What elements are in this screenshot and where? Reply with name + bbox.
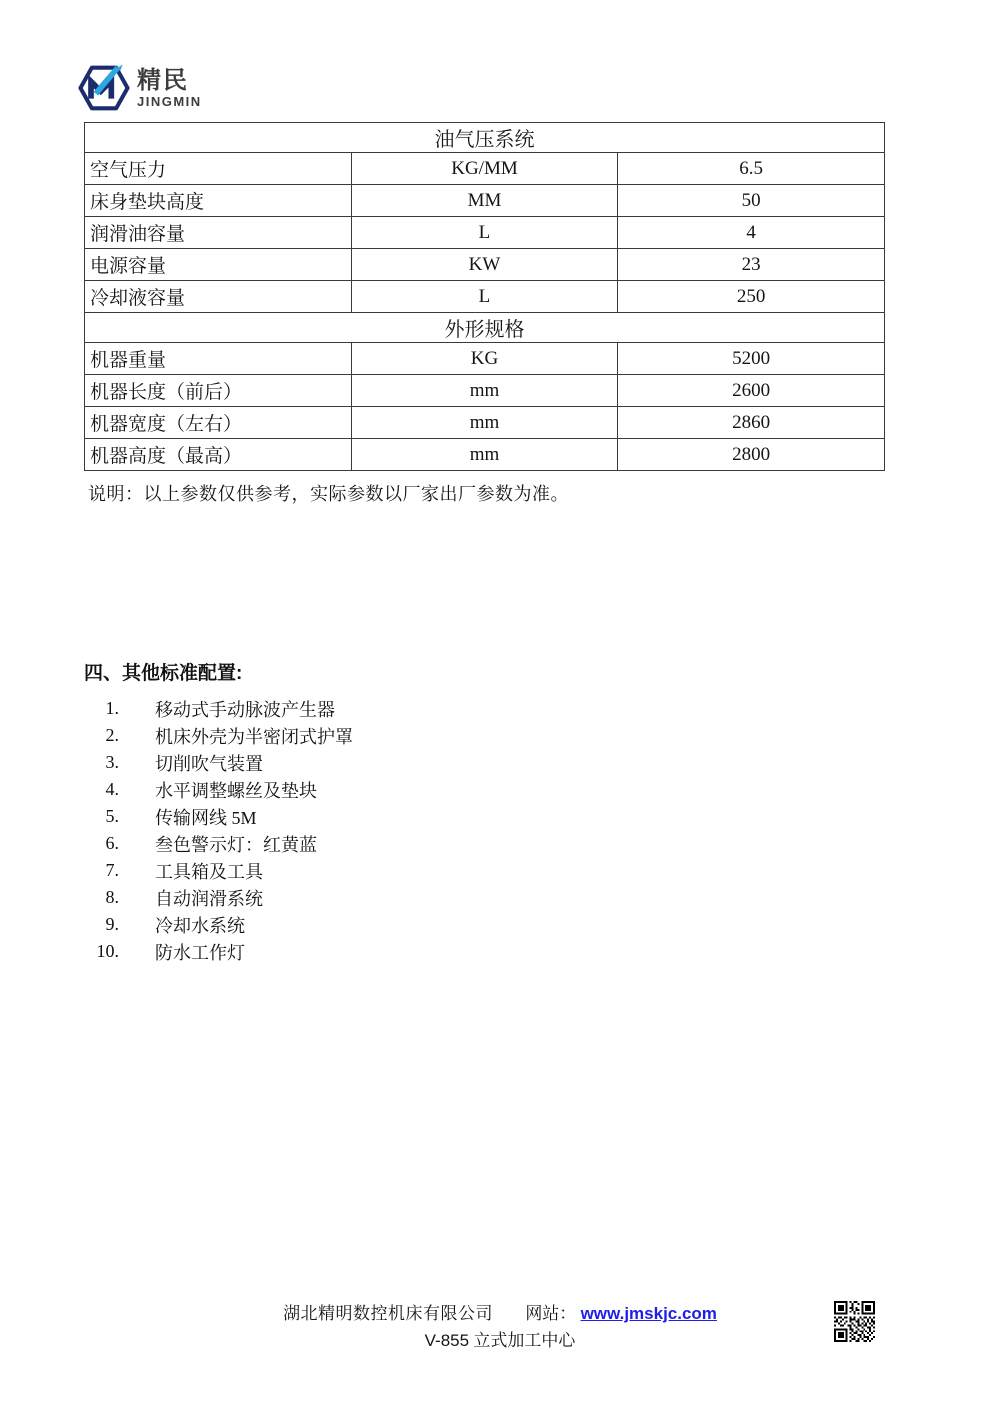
spec-label: 机器高度（最高） xyxy=(85,439,352,471)
table-row xyxy=(85,343,885,375)
table-row xyxy=(85,217,885,249)
spec-unit: mm xyxy=(351,407,618,439)
list-item-text: 冷却水系统 xyxy=(155,915,245,936)
table-row xyxy=(85,407,885,439)
config-list xyxy=(84,695,784,965)
footer-website-link[interactable]: www.jmskjc.com xyxy=(580,1304,717,1323)
footer-model-name: 立式加工中心 xyxy=(469,1331,576,1350)
spec-value: 2860 xyxy=(618,407,885,439)
logo-hexagon-icon xyxy=(78,62,130,114)
list-item xyxy=(84,857,784,884)
list-item-number: 10. xyxy=(96,941,119,961)
spec-unit: mm xyxy=(351,439,618,471)
list-item-number: 9. xyxy=(105,914,119,934)
spec-value: 2600 xyxy=(618,375,885,407)
list-item-number: 8. xyxy=(105,887,119,907)
list-item xyxy=(84,803,784,830)
footer-model-code: V-855 xyxy=(424,1331,470,1350)
note-text: 说明：以上参数仅供参考，实际参数以厂家出厂参数为准。 xyxy=(88,484,569,504)
spec-unit: L xyxy=(351,281,618,313)
list-item-number: 3. xyxy=(105,752,119,772)
brand-name-cn: 精民 xyxy=(137,66,189,94)
list-item xyxy=(84,776,784,803)
spec-value: 2800 xyxy=(618,439,885,471)
spec-value: 50 xyxy=(618,185,885,217)
list-item xyxy=(84,884,784,911)
table-section-header-row xyxy=(85,123,885,153)
list-item-number: 4. xyxy=(105,779,119,799)
spec-label: 空气压力 xyxy=(85,153,352,185)
spec-label: 机器重量 xyxy=(85,343,352,375)
spec-label: 电源容量 xyxy=(85,249,352,281)
spec-value: 5200 xyxy=(618,343,885,375)
spec-unit: MM xyxy=(351,185,618,217)
brand-name-en: JINGMIN xyxy=(137,93,202,109)
list-item-text: 传输网线 5M xyxy=(155,807,257,828)
table-row xyxy=(85,185,885,217)
section-header: 油气压系统 xyxy=(85,123,885,153)
spec-label: 冷却液容量 xyxy=(85,281,352,313)
spec-label: 润滑油容量 xyxy=(85,217,352,249)
spec-value: 250 xyxy=(618,281,885,313)
table-row xyxy=(85,281,885,313)
table-row xyxy=(85,375,885,407)
list-item-number: 5. xyxy=(105,806,119,826)
company-logo xyxy=(78,62,202,114)
list-item-text: 防水工作灯 xyxy=(155,942,245,963)
list-item-number: 2. xyxy=(105,725,119,745)
list-item xyxy=(84,938,784,965)
section-header: 外形规格 xyxy=(85,313,885,343)
spec-label: 机器长度（前后） xyxy=(85,375,352,407)
list-item xyxy=(84,911,784,938)
footer-website-label: 网站： xyxy=(525,1304,577,1323)
list-item xyxy=(84,830,784,857)
logo-text xyxy=(137,66,202,109)
list-item-text: 机床外壳为半密闭式护罩 xyxy=(155,726,353,747)
list-item-number: 6. xyxy=(105,833,119,853)
spec-label: 床身垫块高度 xyxy=(85,185,352,217)
table-row xyxy=(85,153,885,185)
qr-code xyxy=(832,1301,877,1342)
spec-unit: KG/MM xyxy=(351,153,618,185)
spec-label: 机器宽度（左右） xyxy=(85,407,352,439)
spec-value: 23 xyxy=(618,249,885,281)
list-item-text: 水平调整螺丝及垫块 xyxy=(155,780,317,801)
table-section-header-row xyxy=(85,313,885,343)
spec-table xyxy=(84,122,885,471)
list-item-text: 自动润滑系统 xyxy=(155,888,263,909)
footer-company: 湖北精明数控机床有限公司 xyxy=(283,1304,494,1323)
config-heading: 四、其他标准配置: xyxy=(84,663,243,684)
spec-unit: KW xyxy=(351,249,618,281)
spec-unit: mm xyxy=(351,375,618,407)
list-item-text: 工具箱及工具 xyxy=(155,861,263,882)
list-item-text: 移动式手动脉波产生器 xyxy=(155,699,335,720)
spec-unit: L xyxy=(351,217,618,249)
list-item xyxy=(84,722,784,749)
list-item-number: 7. xyxy=(105,860,119,880)
list-item xyxy=(84,749,784,776)
standard-config-section xyxy=(84,658,784,965)
list-item-text: 叁色警示灯：红黄蓝 xyxy=(155,834,317,855)
list-item xyxy=(84,695,784,722)
spec-value: 4 xyxy=(618,217,885,249)
table-row xyxy=(85,249,885,281)
list-item-number: 1. xyxy=(105,698,119,718)
spec-unit: KG xyxy=(351,343,618,375)
table-row xyxy=(85,439,885,471)
spec-value: 6.5 xyxy=(618,153,885,185)
list-item-text: 切削吹气装置 xyxy=(155,753,263,774)
